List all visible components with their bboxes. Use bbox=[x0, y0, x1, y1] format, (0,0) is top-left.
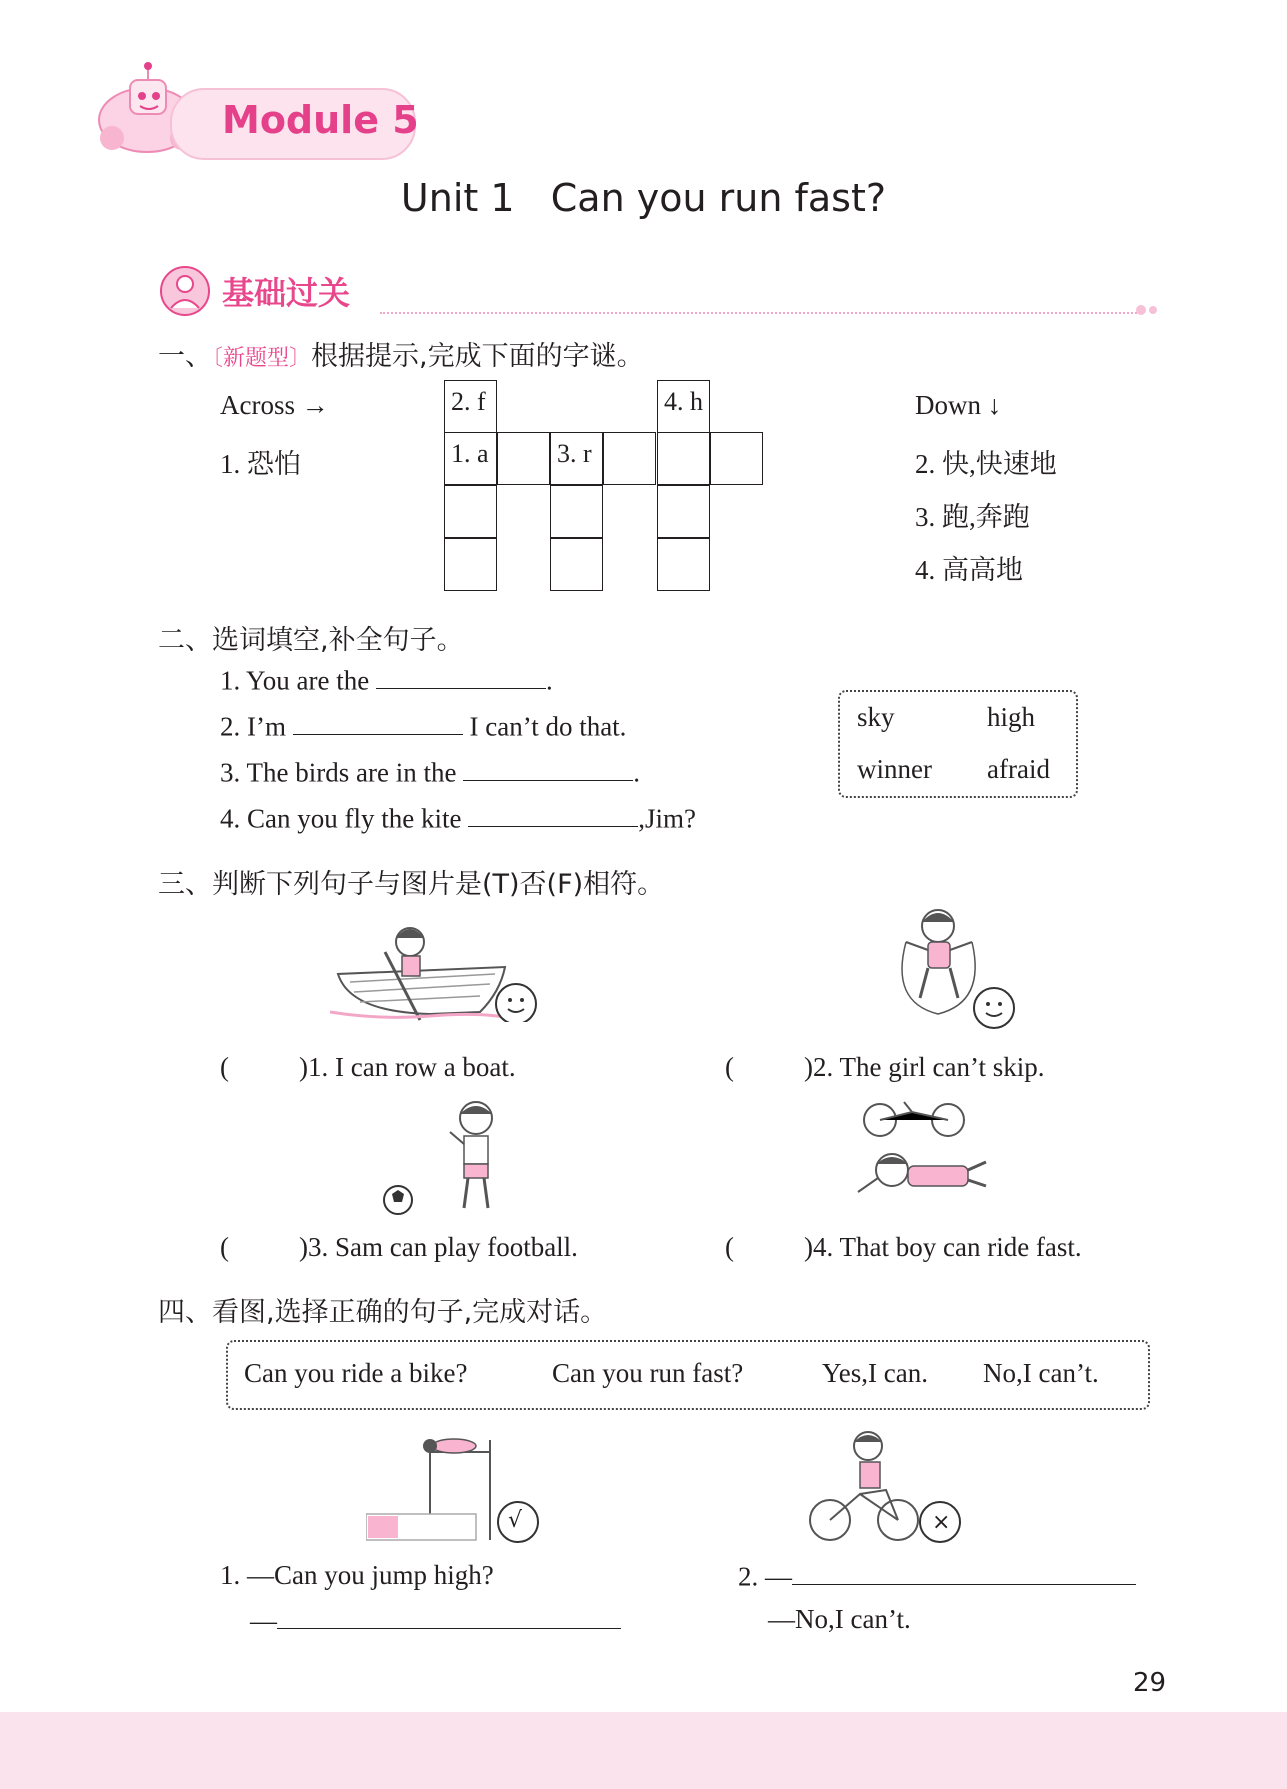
across-title: Across → bbox=[220, 390, 329, 420]
q3-paren-close-4: ) bbox=[804, 1232, 813, 1262]
q3-text-2: 2. The girl can’t skip. bbox=[813, 1052, 1045, 1082]
q4-instruction: 看图,选择正确的句子,完成对话。 bbox=[212, 1297, 608, 1328]
q3-text-4: 4. That boy can ride fast. bbox=[813, 1232, 1082, 1262]
option-ride-bike: Can you ride a bike? bbox=[244, 1358, 468, 1388]
q1-tag: 〔新题型〕 bbox=[212, 346, 312, 371]
q3-heading bbox=[158, 862, 664, 901]
cell[interactable] bbox=[444, 538, 497, 591]
q3-text-3: 3. Sam can play football. bbox=[308, 1232, 578, 1262]
q3-paren-close-2: ) bbox=[804, 1052, 813, 1082]
q3-text-1: 1. I can row a boat. bbox=[308, 1052, 516, 1082]
q2-label: 二、 bbox=[158, 625, 212, 656]
q1-heading bbox=[158, 334, 644, 373]
q3-paren-open-1[interactable]: ( bbox=[220, 1052, 229, 1082]
q3-paren-close-1: ) bbox=[299, 1052, 308, 1082]
down-item-4: 4. 高高地 bbox=[915, 555, 1023, 585]
down-item-3: 3. 跑,奔跑 bbox=[915, 502, 1030, 532]
banner-divider bbox=[380, 312, 1140, 314]
cell[interactable] bbox=[657, 485, 710, 538]
q2-heading bbox=[158, 618, 464, 657]
bike-fall-picture bbox=[852, 1100, 992, 1212]
dialog-2-blank[interactable] bbox=[792, 1560, 1136, 1585]
q3-item-3 bbox=[220, 1232, 578, 1263]
dialog-2-answer: —No,I can’t. bbox=[768, 1604, 911, 1634]
cell[interactable] bbox=[497, 432, 550, 485]
q1-instruction: 根据提示,完成下面的字谜。 bbox=[311, 341, 644, 372]
cell-3r[interactable]: 3. r bbox=[550, 432, 603, 485]
q2-s2-end: I can’t do that. bbox=[469, 711, 627, 742]
check-mark-icon: √ bbox=[508, 1508, 523, 1533]
cell-2f[interactable]: 2. f bbox=[444, 380, 497, 433]
cell-4h[interactable]: 4. h bbox=[657, 380, 710, 433]
dialog-1-answer bbox=[250, 1604, 621, 1636]
cross-mark-icon: × bbox=[932, 1510, 951, 1535]
dialog-1-dash: — bbox=[250, 1605, 277, 1636]
q3-label: 三、 bbox=[158, 869, 212, 900]
cell[interactable] bbox=[603, 432, 656, 485]
q2-s4-text: 4. Can you fly the kite bbox=[220, 803, 462, 834]
word-winner: winner bbox=[857, 754, 932, 784]
q2-s3-text: 3. The birds are in the bbox=[220, 757, 457, 788]
q2-blank-4[interactable] bbox=[468, 802, 638, 827]
word-sky: sky bbox=[857, 702, 895, 732]
word-afraid: afraid bbox=[987, 754, 1050, 784]
q3-item-4 bbox=[725, 1232, 1082, 1263]
q3-instruction: 判断下列句子与图片是(T)否(F)相符。 bbox=[212, 869, 665, 900]
dialog-1-question: 1. —Can you jump high? bbox=[220, 1560, 494, 1590]
option-no: No,I can’t. bbox=[983, 1358, 1099, 1388]
down-item-2: 2. 快,快速地 bbox=[915, 449, 1057, 479]
cell[interactable] bbox=[710, 432, 763, 485]
q2-blank-1[interactable] bbox=[376, 664, 546, 689]
cell[interactable] bbox=[657, 432, 710, 485]
q1-label: 一、 bbox=[158, 341, 212, 372]
q2-s3-end: . bbox=[633, 757, 640, 788]
q2-blank-3[interactable] bbox=[463, 756, 633, 781]
divider-dots-icon bbox=[1135, 300, 1161, 325]
cell[interactable] bbox=[550, 485, 603, 538]
q2-instruction: 选词填空,补全句子。 bbox=[212, 625, 464, 656]
module-label: Module 5 bbox=[222, 98, 419, 142]
boat-picture bbox=[330, 912, 540, 1022]
cell[interactable] bbox=[550, 538, 603, 591]
football-picture bbox=[380, 1096, 510, 1218]
q2-sentence-1 bbox=[220, 664, 553, 696]
dialog-1-blank[interactable] bbox=[277, 1604, 621, 1629]
cell-1a[interactable]: 1. a bbox=[444, 432, 497, 485]
skipping-picture bbox=[880, 902, 1020, 1032]
q2-blank-2[interactable] bbox=[293, 710, 463, 735]
q4-heading bbox=[158, 1290, 607, 1329]
q2-s1-text: 1. You are the bbox=[220, 665, 370, 696]
q2-sentence-3 bbox=[220, 756, 640, 788]
word-high: high bbox=[987, 702, 1036, 732]
cell[interactable] bbox=[657, 538, 710, 591]
option-run-fast: Can you run fast? bbox=[552, 1358, 744, 1388]
q3-paren-open-2[interactable]: ( bbox=[725, 1052, 734, 1082]
bottom-band bbox=[0, 1712, 1287, 1789]
q4-label: 四、 bbox=[158, 1297, 212, 1328]
q3-item-2 bbox=[725, 1052, 1044, 1083]
q3-paren-open-3[interactable]: ( bbox=[220, 1232, 229, 1262]
q2-s1-end: . bbox=[546, 665, 553, 696]
option-yes: Yes,I can. bbox=[822, 1358, 928, 1388]
q3-item-1 bbox=[220, 1052, 516, 1083]
dialog-2-question bbox=[738, 1560, 1136, 1592]
q2-s4-end: ,Jim? bbox=[638, 803, 696, 834]
page-number: 29 bbox=[1133, 1668, 1167, 1698]
dialog-2-dash: 2. — bbox=[738, 1561, 792, 1592]
q2-s2-text: 2. I’m bbox=[220, 711, 286, 742]
unit-title: Unit 1 Can you run fast? bbox=[400, 176, 887, 220]
q3-paren-open-4[interactable]: ( bbox=[725, 1232, 734, 1262]
section-banner-icon bbox=[158, 264, 212, 318]
across-item-1: 1. 恐怕 bbox=[220, 449, 301, 479]
section-banner-title: 基础过关 bbox=[222, 274, 351, 312]
q3-paren-close-3: ) bbox=[299, 1232, 308, 1262]
down-title: Down ↓ bbox=[915, 390, 1002, 420]
cell[interactable] bbox=[444, 485, 497, 538]
q2-sentence-4 bbox=[220, 802, 696, 834]
q2-sentence-2 bbox=[220, 710, 626, 742]
